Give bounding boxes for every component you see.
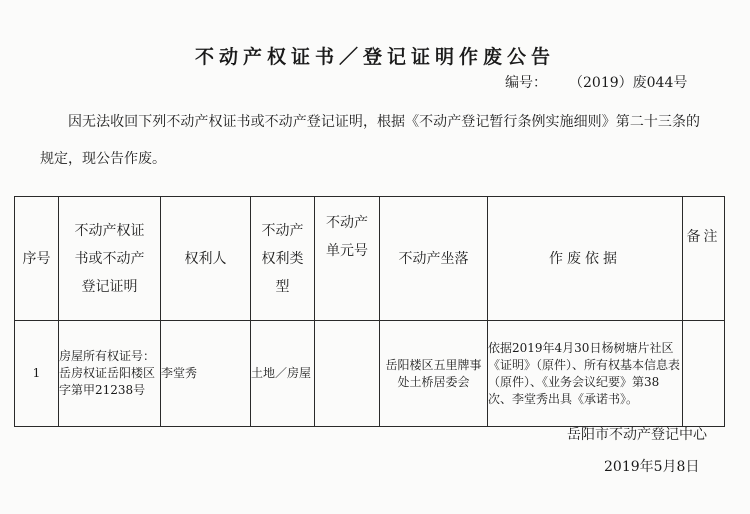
header-unit-no: 不动产单元号 bbox=[315, 197, 380, 321]
doc-number-label: 编号： bbox=[505, 75, 547, 91]
header-right-type: 不动产权利类型 bbox=[251, 197, 315, 321]
row-remarks bbox=[683, 321, 725, 427]
header-location: 不动产坐落 bbox=[380, 197, 488, 321]
table-header-row bbox=[15, 197, 725, 321]
row-no: 1 bbox=[15, 321, 59, 427]
row-right-type: 土地／房屋 bbox=[251, 321, 315, 427]
header-basis: 作废依据 bbox=[488, 197, 683, 321]
issuing-organization: 岳阳市不动产登记中心 bbox=[567, 427, 707, 443]
header-no: 序号 bbox=[15, 197, 59, 321]
row-basis: 依据2019年4月30日杨树塘片社区《证明》（原件）、所有权基本信息表（原件）、《业务会议纪要》第38次、李堂秀出具《承诺书》。 bbox=[488, 321, 683, 427]
row-certificate: 房屋所有权证号：岳房权证岳阳楼区字第甲21238号 bbox=[59, 321, 161, 427]
row-location: 岳阳楼区五里牌事处土桥居委会 bbox=[380, 321, 488, 427]
row-unit-no bbox=[315, 321, 380, 427]
header-remarks: 备注 bbox=[683, 197, 725, 321]
doc-number-value: （2019）废044号 bbox=[569, 75, 688, 91]
void-certificates-table bbox=[14, 196, 725, 427]
issue-date: 2019年5月8日 bbox=[604, 459, 700, 475]
doc-number bbox=[505, 72, 687, 92]
row-holder: 李堂秀 bbox=[161, 321, 251, 427]
page-title: 不动产权证书／登记证明作废公告 bbox=[194, 46, 555, 68]
header-holder: 权利人 bbox=[161, 197, 251, 321]
table-row bbox=[15, 321, 725, 427]
header-certificate: 不动产权证书或不动产登记证明 bbox=[59, 197, 161, 321]
intro-paragraph: 因无法收回下列不动产权证书或不动产登记证明，根据《不动产登记暂行条例实施细则》第二十三条的规定，现公告作废。 bbox=[40, 114, 700, 167]
